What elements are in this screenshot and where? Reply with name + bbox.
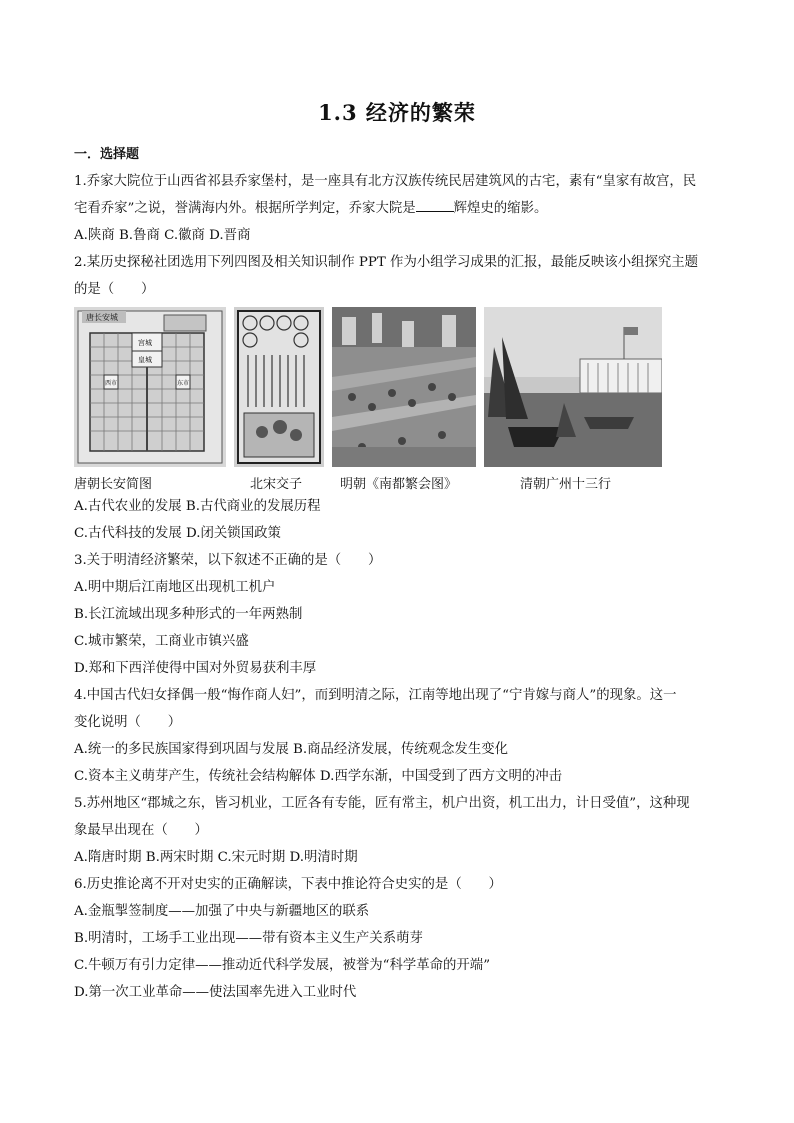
q2-stem-line1: 2.某历史探秘社团选用下列四图及相关知识制作 PPT 作为小组学习成果的汇报，最能反映该小组探究主题 bbox=[74, 255, 699, 270]
caption-jiaozi: 北宋交子 bbox=[250, 477, 303, 492]
q4-stem-line1: 4.中国古代妇女择偶一般“悔作商人妇”，而到明清之际，江南等地出现了“宁肯嫁与商人”的现象。这一 bbox=[74, 688, 677, 703]
q3-option-b: B.长江流域出现多种形式的一年两熟制 bbox=[74, 607, 303, 622]
q3-stem: 3.关于明清经济繁荣，以下叙述不正确的是（ ） bbox=[74, 553, 382, 568]
q4-options-row2: C.资本主义萌芽产生，传统社会结构解体 D.西学东渐，中国受到了西方文明的冲击 bbox=[74, 769, 563, 784]
q6-stem: 6.历史推论离不开对史实的正确解读，下表中推论符合史实的是（ ） bbox=[74, 877, 502, 892]
map-label-palace: 宫城 bbox=[138, 339, 152, 347]
q6-option-c: C.牛顿万有引力定律——推动近代科学发展，被誉为“科学革命的开端” bbox=[74, 958, 491, 973]
q1-answer-blank bbox=[416, 197, 454, 212]
q6-option-b: B.明清时，工场手工业出现——带有资本主义生产关系萌芽 bbox=[74, 931, 423, 946]
figure-changan-map bbox=[74, 307, 226, 492]
q6-option-a: A.金瓶掣签制度——加强了中央与新疆地区的联系 bbox=[74, 904, 370, 919]
map-title: 唐长安城 bbox=[86, 313, 118, 322]
q1-stem-line2 bbox=[74, 195, 724, 222]
q4-stem-line2: 变化说明（ ） bbox=[74, 715, 182, 730]
map-label-east-market: 东市 bbox=[177, 380, 190, 387]
q3-option-a: A.明中期后江南地区出现机工机户 bbox=[74, 580, 276, 595]
question-list bbox=[74, 168, 724, 1006]
q2-options-row1: A.古代农业的发展 B.古代商业的发展历程 bbox=[74, 499, 321, 514]
caption-thirteen-factories: 清朝广州十三行 bbox=[520, 477, 612, 492]
q1-stem-part-b: 辉煌史的缩影。 bbox=[453, 201, 548, 216]
map-label-west-market: 西市 bbox=[105, 380, 118, 387]
q2-stem-line2: 的是（ ） bbox=[74, 282, 155, 297]
q2-options-row2: C.古代科技的发展 D.闭关锁国政策 bbox=[74, 526, 281, 541]
q6-option-d: D.第一次工业革命——使法国率先进入工业时代 bbox=[74, 985, 357, 1000]
q4-options-row1: A.统一的多民族国家得到巩固与发展 B.商品经济发展，传统观念发生变化 bbox=[74, 742, 508, 757]
q5-stem-line2: 象最早出现在（ ） bbox=[74, 823, 208, 838]
figure-thirteen-factories bbox=[484, 307, 662, 492]
map-label-imperial-city: 皇城 bbox=[138, 356, 152, 364]
page-title: 1.3 经济的繁荣 bbox=[318, 100, 476, 125]
figure-nandu-painting bbox=[332, 307, 476, 492]
caption-nandu: 明朝《南都繁会图》 bbox=[340, 477, 458, 492]
q5-stem-line1: 5.苏州地区“郡城之东，皆习机业，工匠各有专能，匠有常主，机户出资，机工出力，计日受值”，这种现 bbox=[74, 796, 690, 811]
q2-figures bbox=[74, 303, 724, 493]
section-heading: 一．选择题 bbox=[74, 147, 140, 162]
q3-option-c: C.城市繁荣，工商业市镇兴盛 bbox=[74, 634, 249, 649]
q3-option-d: D.郑和下西洋使得中国对外贸易获利丰厚 bbox=[74, 661, 317, 676]
caption-changan: 唐朝长安简图 bbox=[74, 477, 153, 492]
figure-jiaozi bbox=[234, 307, 324, 492]
q5-options: A.隋唐时期 B.两宋时期 C.宋元时期 D.明清时期 bbox=[74, 850, 358, 865]
q1-stem-line1: 1.乔家大院位于山西省祁县乔家堡村，是一座具有北方汉族传统民居建筑风的古宅，素有“皇家有故宫，民 bbox=[74, 174, 697, 189]
q1-options: A.陕商 B.鲁商 C.徽商 D.晋商 bbox=[74, 228, 251, 243]
q1-stem-part-a: 宅看乔家”之说，誉满海内外。根据所学判定，乔家大院是 bbox=[74, 201, 416, 216]
